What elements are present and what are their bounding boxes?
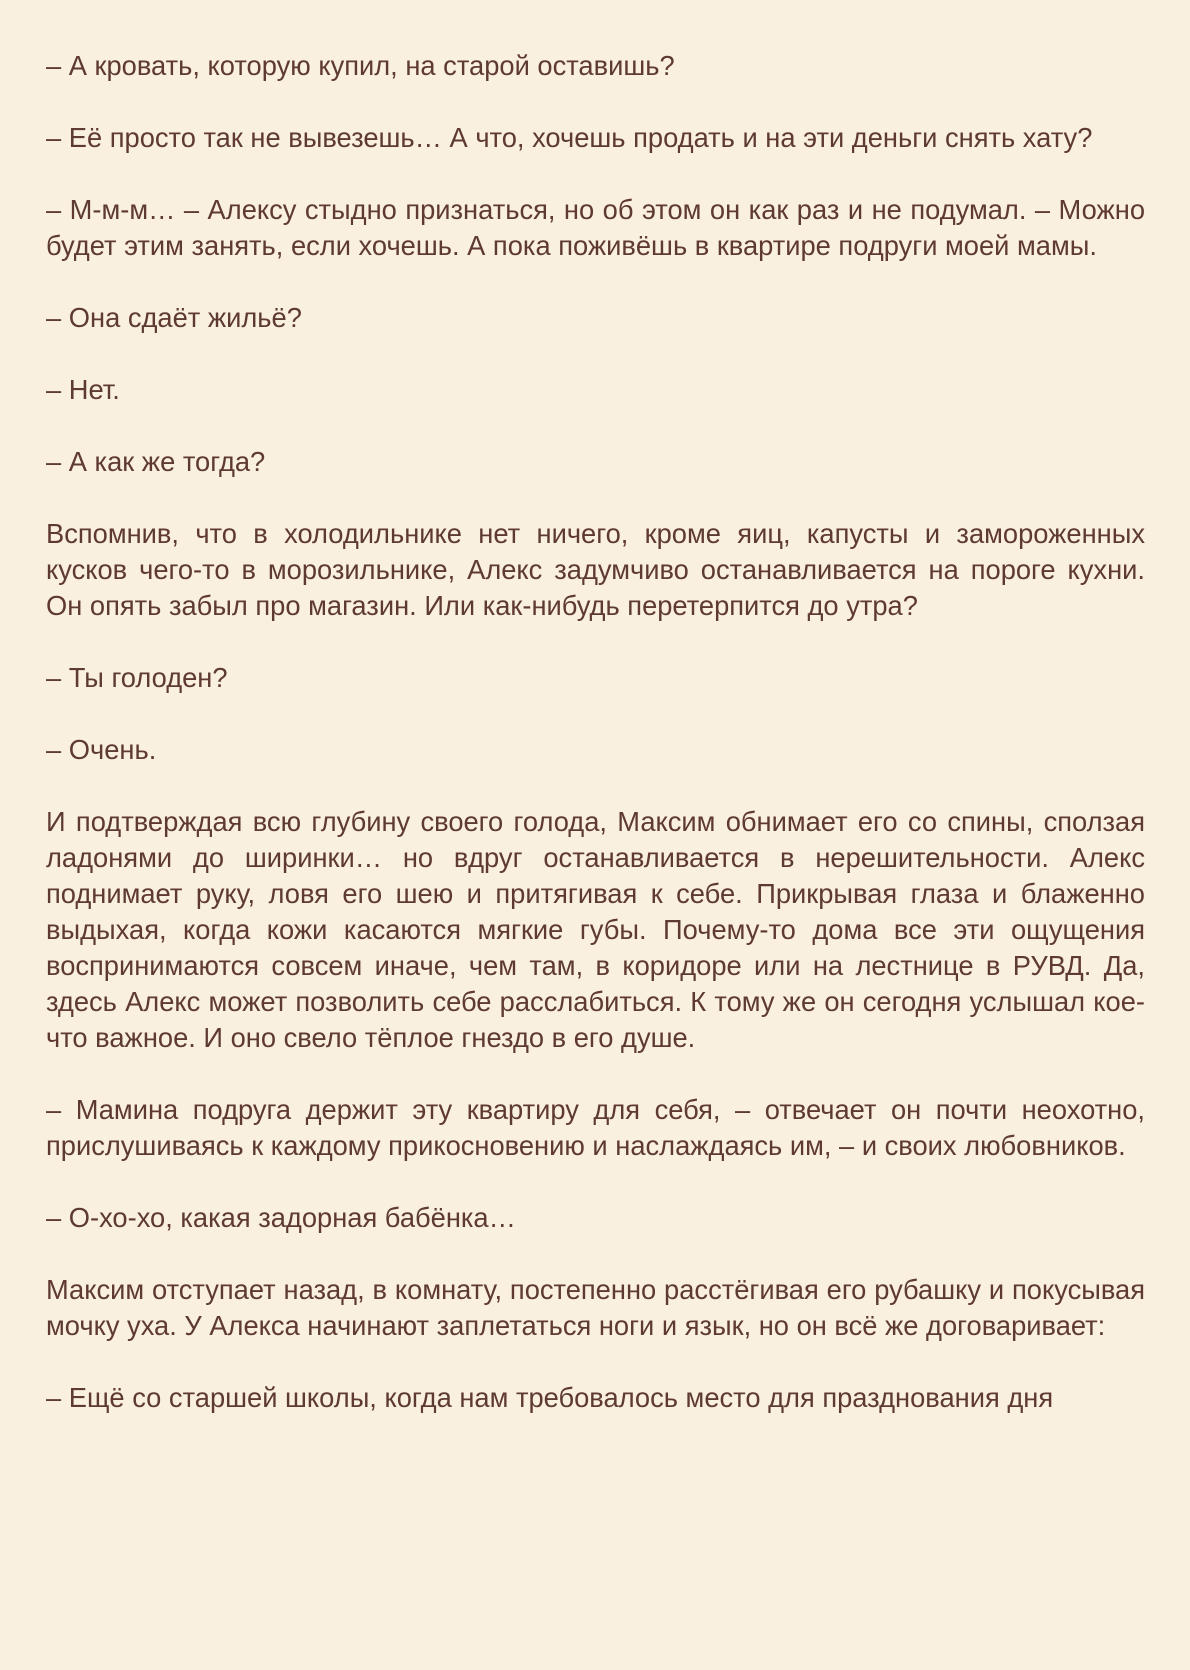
paragraph: – А кровать, которую купил, на старой оставишь?	[46, 50, 675, 81]
paragraph: Вспомнив, что в холодильнике нет ничего, кроме яиц, капусты и замороженных кусков чего-то в морозильнике, Алекс задумчиво останавливается на пороге кухни. Он опять забыл про магазин. Или как-нибудь перетерпится до утра?	[46, 518, 1145, 621]
paragraph: – О-хо-хо, какая задорная бабёнка…	[46, 1202, 516, 1233]
paragraph: – Мамина подруга держит эту квартиру для себя, – отвечает он почти неохотно, прислушиваясь к каждому прикосновению и наслаждаясь им, – и своих любовников.	[46, 1094, 1145, 1161]
paragraph: Максим отступает назад, в комнату, постепенно расстёгивая его рубашку и покусывая мочку уха. У Алекса начинают заплетаться ноги и язык, но он всё же договаривает:	[46, 1274, 1145, 1341]
paragraph-continued: – Ещё со старшей школы, когда нам требовалось место для празднования дня	[46, 1382, 1054, 1413]
paragraph: – Ты голоден?	[46, 662, 228, 693]
paragraph: – А как же тогда?	[46, 446, 266, 477]
paragraph: – Очень.	[46, 734, 157, 765]
paragraph: – Она сдаёт жильё?	[46, 302, 302, 333]
paragraph: – Нет.	[46, 374, 120, 405]
text-column	[46, 48, 1145, 1416]
paragraph: – М-м-м… – Алексу стыдно признаться, но об этом он как раз и не подумал. – Можно будет этим занять, если хочешь. А пока поживёшь в квартире подруги моей мамы.	[46, 194, 1145, 261]
paragraph: – Её просто так не вывезешь… А что, хочешь продать и на эти деньги снять хату?	[46, 122, 1093, 153]
paragraph: И подтверждая всю глубину своего голода, Максим обнимает его со спины, сползая ладонями до ширинки… но вдруг останавливается в нерешительности. Алекс поднимает руку, ловя его шею и притягивая к себе. Прикрывая глаза и блаженно выдыхая, когда кожи касаются мягкие губы. Почему-то дома все эти ощущения воспринимаются совсем иначе, чем там, в коридоре или на лестнице в РУВД. Да, здесь Алекс может позволить себе расслабиться. К тому же он сегодня услышал кое-что важное. И оно свело тёплое гнездо в его душе.	[46, 806, 1145, 1053]
